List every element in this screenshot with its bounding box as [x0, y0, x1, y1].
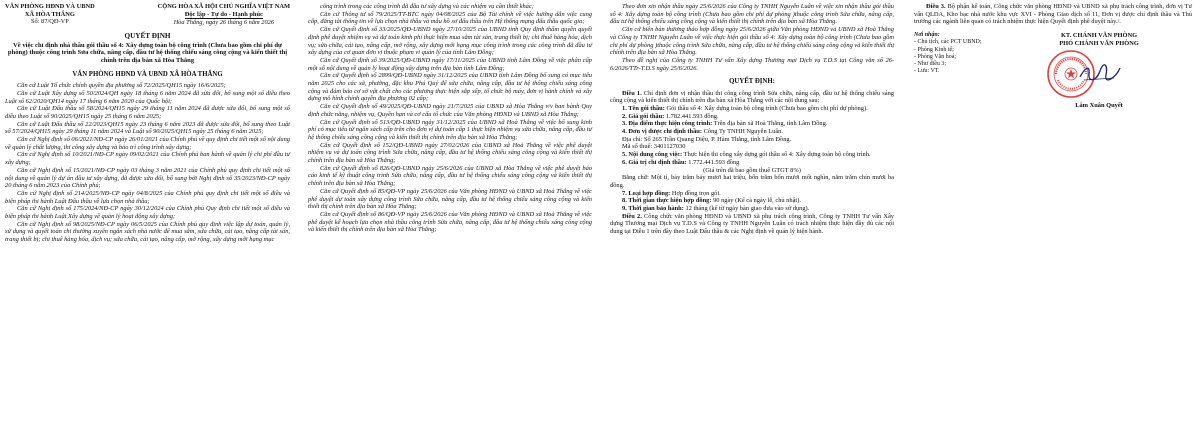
- item-6-label: 6. Giá trị chỉ định thầu:: [622, 158, 687, 166]
- document-title: QUYẾT ĐỊNH: [124, 32, 171, 41]
- document-page-2: [302, 0, 598, 444]
- paragraph: Theo đơn xin nhận thầu ngày 25/6/2026 của Công ty TNHH Nguyễn Luân về việc xin nhận thầu gói thầu số 4: Xây dựng toàn bộ công trình (Chưa bao gồm chi phí dự phòng )thuộc công trình Sửa chữa, nâng cấp, đầu tư hệ thống chiếu sáng công cộng và kiến thiết thị chính trên địa bàn xã Hòa Thắng.: [610, 3, 894, 26]
- paragraph: Căn cứ Quyết định số 2899/QĐ-UBND ngày 31/12/2025 của UBND tỉnh Lâm Đồng bổ sung có mục tiêu năm 2025 cho các xã, phường, đặc khu Phú Quý để sửa chữa, nâng cấp, đầu tư hệ thống chiếu sáng công cộng và đảm bảo cơ sở vật chất cho các phương thực hiện sắp xếp, tổ chức bộ máy, đơn vị hành chính và xây dựng mô hình chính quyền địa phương 02 cấp;: [308, 72, 592, 103]
- recipients-list: [914, 39, 1024, 75]
- paragraph: Căn cứ Nghị định số 175/2024/NĐ-CP ngày 30/12/2024 của Chính phủ Quy định chi tiết một số điều và biện pháp thi hành Luật Xây dựng về quản lý hoạt động xây dựng;: [5, 205, 290, 221]
- item-label: 1. Tên gói thầu:: [622, 104, 665, 112]
- article-1-item-8: [610, 197, 894, 205]
- recipient-item: - Như điều 3;: [914, 60, 947, 67]
- paragraph: Căn cứ Quyết định số 513/QĐ-UBND ngày 31/12/2025 của UBND xã Hoà Thắng về việc bổ sung kinh phí có mục tiêu từ ngân sách cấp trên cho đơn vị dự toán cấp 1 thực hiện nhiệm vụ sửa chữa, nâng cấp, đầu tư hệ thống chiếu sáng công cộng và kiến thiết thị chính trên địa bàn xã Hòa Thắng;: [308, 118, 592, 141]
- agency-name-line1: VĂN PHÒNG HĐND VÀ UBND: [5, 3, 95, 10]
- article-1: [610, 90, 894, 105]
- paragraph: Căn cứ Quyết định số 85/QĐ-VP ngày 25/6/2026 của Văn phòng HĐND và UBND xã Hoà Thắng về việc phê duyệt dự toán xây dựng công trình Sửa chữa, nâng cấp, đầu tư hệ thống chiếu sáng công cộng và kiến thiết thị chính trên địa bàn xã Hòa Thắng;: [308, 187, 592, 211]
- article-1-items: [610, 105, 894, 136]
- paragraph: Căn cứ Luật Đấu thầu số 22/2023/QH15 ngày 23 tháng 6 năm 2023 đã được sửa đổi, bổ sung theo Luật số 57/2024/QH15 ngày 29 tháng 11 năm 2024 và Luật số 90/2025/QH15 ngày 25 tháng 6 năm 2025;: [5, 120, 290, 136]
- item-value: Gói thầu số 4: Xây dựng toàn bộ công trình (Chưa bao gồm chi phí dự phòng).: [666, 104, 868, 112]
- item-label: 3. Địa điểm thực hiện công trình:: [622, 120, 713, 128]
- document-page-4: [906, 0, 1200, 444]
- paragraph: Căn cứ Luật Xây dựng số 50/2024/QH ngày 18 tháng 6 năm 2024 đã sửa đổi, bổ sung một số điều theo Luật số 62/2020/QH14 ngày 17 tháng 6 năm 2020 của Quốc hội;: [5, 89, 290, 105]
- signer-role-1: KT. CHÁNH VĂN PHÒNG: [1060, 32, 1138, 40]
- paragraph: Căn cứ Nghị định số 214/2025/NĐ-CP ngày 04/8/2025 của Chính phủ quy định chi tiết một số điều và biện pháp thi hành Luật Đấu thầu về lựa chọn nhà thầu;: [5, 189, 290, 205]
- legal-basis-list: [5, 82, 290, 244]
- article-1-item-5: [610, 151, 894, 159]
- item-label: 4. Đơn vị được chỉ định thầu:: [622, 128, 702, 136]
- item-7-value: Hợp đồng trọn gói.: [671, 189, 721, 197]
- paragraph: Căn cứ Quyết định số 39/2025/QĐ-UBND ngày 17/11/2025 của UBND tỉnh Lâm Đồng về việc phân cấp một số nội dung về quản lý hoạt động xây dựng trên địa bàn tỉnh Lâm Đồng;: [308, 56, 592, 72]
- issuing-authority: VĂN PHÒNG HĐND VÀ UBND XÃ HÒA THẮNG: [72, 70, 223, 78]
- article-1-item: [610, 113, 894, 121]
- recipient-item: - Phòng Văn hoá;: [914, 53, 957, 60]
- proposal-paragraphs: [610, 3, 894, 72]
- paragraph: Căn cứ Luật Tổ chức chính quyền địa phương số 72/2025/QH15 ngày 16/6/2025;: [17, 82, 226, 90]
- paragraph: Căn cứ Nghị định số 10/2021/NĐ-CP ngày 09/02/2021 của Chính phủ ban hành về quản lý chi phí đầu tư xây dựng;: [5, 151, 290, 167]
- article-1-item-9: [610, 205, 894, 213]
- paragraph: công trình trong các công trình đã đầu tư xây dựng và các nhiệm vụ cần thiết khác;: [320, 3, 534, 10]
- item-9-value: 12 tháng (kể từ ngày bàn giao đưa vào sử dụng).: [685, 205, 810, 213]
- paragraph: Căn cứ Quyết định số 49/2025/QĐ-UBND ngày 21/7/2025 của UBND xã Hòa Thắng v/v ban hành Quy định chức năng, nhiệm vụ, Quyền hạn và cơ cấu tổ chức của Văn phòng HĐND và UBND xã Hòa Thắng;: [308, 103, 592, 118]
- document-page-3: [604, 0, 900, 444]
- vat-note: (Giá trên đã bao gồm thuế GTGT 8%): [703, 166, 801, 174]
- item-label: 2. Giá gói thầu:: [622, 112, 665, 120]
- paragraph: Theo đề nghị của Công ty TNHH Tư vấn Xây dựng Thương mại Dịch vụ T.D.S tại Công văn số 26-6/2026/TTr-T.D.S ngày 25/6/2026.: [610, 56, 894, 72]
- article-1-item: [610, 105, 894, 113]
- item-5-value: Thực hiện thi công xây dựng gói thầu số 4: Xây dựng toàn bộ công trình.: [683, 151, 871, 159]
- item-8-value: 90 ngày (Kể cả ngày lễ, chủ nhật).: [713, 197, 801, 205]
- place-and-date: Hòa Thắng, ngày 26 tháng 6 năm 2026: [173, 19, 275, 27]
- recipient-item: - Phòng Kinh tế;: [914, 46, 954, 53]
- handwritten-signature-icon: [1078, 62, 1122, 84]
- item-value: Công Ty TNHH Nguyễn Luân.: [703, 128, 783, 136]
- national-heading: [158, 3, 290, 27]
- article-2: [610, 213, 894, 236]
- document-header: [5, 3, 290, 27]
- recipient-item: - Lưu: VT.: [914, 68, 940, 75]
- document-number: Số: 87/QĐ-VP: [30, 18, 69, 26]
- paragraph: Căn cứ Nghị định số 98/2025/NĐ-CP ngày 06/5/2025 của Chính phủ quy định việc lập dự toán, quản lý, sử dụng và quyết toán chi thường xuyên ngân sách nhà nước để mua sắm, sửa chữa, cải tạo, nâng cấp tài sản, trang thiết bị; chi thuê hàng hóa, dịch vụ; sửa chữa, cải tạo, nâng cấp, mở rộng, xây dựng mới hạng mục: [5, 220, 290, 244]
- article-2-text: Công chức văn phòng HĐND và UBND xã phụ trách công trình, Công ty TNHH Tư vấn Xây dựng Thương mại Dịch vụ T.D.S và Công ty TNHH Nguyễn Luân có trách nhiệm thực hiện đầy đủ các nội dung tại Điều 1 trên đây theo Luật Đấu thầu & các Nghị định về quản lý hiện hành.: [610, 212, 894, 236]
- signer-name: Lâm Xuân Quyết: [1075, 102, 1123, 110]
- article-1-item: [610, 128, 894, 136]
- document-subject: Về việc chỉ định nhà thầu gói thầu số 4: Xây dựng toàn bộ công trình (Chưa bao gồm chi phí dự phòng) thuộc công trình Sửa chữa, nâng cấp, đầu tư hệ thống chiếu sáng công cộng và kiến thiết thị chính trên địa bàn xã Hòa Thắng: [7, 41, 288, 65]
- document-page-1: [0, 0, 296, 444]
- paragraph: Căn cứ Thông tư số 79/2025/TT-BTC ngày 04/08/2025 của Bộ Tài chính về việc hướng dẫn việc cung cấp, đăng tải thông tin về lựa chọn nhà thầu và mẫu hồ sơ đấu thầu trên Hệ thống mạng đấu thầu quốc gia;: [308, 10, 592, 26]
- recipients-title: Nơi nhận:: [914, 32, 940, 39]
- contractor-address: Địa chỉ: Số 265 Trần Quang Diệu, P. Hàm Thắng, tỉnh Lâm Đồng.: [622, 135, 792, 143]
- contractor-tax-code: Mã số thuế: 3401127030: [622, 143, 686, 151]
- item-value: Trên địa bàn xã Hoà Thắng, tỉnh Lâm Đồng.: [713, 120, 828, 128]
- article-2-label: Điều 2.: [622, 212, 642, 220]
- article-1-item: [610, 120, 894, 128]
- paragraph: Căn cứ Quyết định số 152/QĐ-UBND ngày 27/02/2026 của UBND xã Hoà Thắng về việc phê duyệt nhiệm vụ và dự toán công trình Sửa chữa, nâng cấp, đầu tư hệ thống chiếu sáng công cộng và kiến thiết thị chính trên địa bàn xã Hòa Thắng;: [308, 141, 592, 165]
- article-1-item-6: [610, 159, 894, 167]
- paragraph: Căn cứ Quyết định số 86/QĐ-VP ngày 25/6/2026 của Văn phòng HĐND và UBND xã Hoà Thắng về việc phê duyệt kế hoạch lựa chọn nhà thầu công trình Sửa chữa, nâng cấp, đầu tư hệ thống chiếu sáng công cộng và kiến thiết thị chính trên địa bàn xã Hòa Thắng;: [308, 210, 592, 234]
- article-1-text: Chỉ định đơn vị nhận thầu thi công công trình Sửa chữa, nâng cấp, đầu tư hệ thống chiếu sáng công cộng và kiến thiết thị chính trên địa bàn xã Hòa Thắng với các nội dung sau:: [610, 89, 894, 105]
- national-motto: Độc lập - Tự do - Hạnh phúc: [184, 10, 263, 18]
- signature-block: [914, 32, 1192, 152]
- agency-name-line2: XÃ HÒA THẮNG: [24, 10, 75, 18]
- recipients-block: [914, 32, 1024, 75]
- article-3-label: Điều 3.: [926, 3, 946, 10]
- recipient-item: - Chủ tịch, các PCT UBND;: [914, 39, 982, 46]
- nation-name: CỘNG HÒA XÃ HỘI CHỦ NGHĨA VIỆT NAM: [157, 3, 290, 10]
- item-6-value: 1.772.441.593 đồng: [688, 158, 740, 166]
- item-value: 1.782.441.593 đồng.: [665, 112, 719, 120]
- article-3: [914, 3, 1192, 26]
- paragraph: Căn cứ biên bản thương thảo hợp đồng ngày 25/6/2026 giữa Văn phòng HĐND và UBND xã Hoà Thắng và Công ty TNHH Nguyễn Luân về việc thực hiện gói thầu số 4: Xây dựng toàn bộ công trình (Chưa bao gồm chi phí dự phòng )thuộc công trình Sửa chữa, nâng cấp, đầu tư hệ thống chiếu sáng công cộng và kiến thiết thị chính trên địa bàn xã Hòa Thắng.: [610, 26, 894, 57]
- amount-in-words: Bằng chữ: Một tỉ, bảy trăm bảy mươi hai triệu, bốn trăm bốn mươi mốt nghìn, năm trăm chín mươi ba đồng.: [610, 174, 894, 189]
- item-9-label: 9. Thời gian bảo hành:: [622, 205, 684, 213]
- paragraph: Căn cứ Nghị định số 06/2021/NĐ-CP ngày 26/01/2021 của Chính phủ về quy định chi tiết một số nội dung về quản lý chất lượng, thi công xây dựng và bảo trì công trình xây dựng;: [5, 136, 291, 151]
- item-7-label: 7. Loại hợp đồng:: [622, 189, 671, 197]
- paragraph: Căn cứ Quyết định số 826/QĐ-UBND ngày 25/6/2026 của UBND xã Hòa Thắng về việc phê duyệt báo cáo kinh tế kỹ thuật công trình Sửa chữa, nâng cấp, đầu tư hệ thống chiếu sáng công cộng và kiến thiết thị chính trên địa bàn xã Hòa Thắng;: [308, 164, 592, 188]
- legal-basis-list-continued: [308, 3, 592, 234]
- issuing-agency: [5, 3, 95, 27]
- signer-block: [1024, 32, 1174, 110]
- item-8-label: 8. Thời gian thực hiện hợp đồng:: [622, 197, 712, 205]
- paragraph: Căn cứ Luật Đấu thầu số 58/2024/QH15 ngày 29 tháng 11 năm 2024 đã được sửa đổi, bổ sung một số điều theo Luật số 90/2025/QH15 ngày 25 tháng 6 năm 2025;: [5, 105, 290, 120]
- article-1-label: Điều 1.: [622, 89, 642, 97]
- signer-role-2: PHÓ CHÁNH VĂN PHÒNG: [1059, 39, 1139, 47]
- paragraph: Căn cứ Quyết định số 33/2025/QĐ-UBND ngày 27/10/2025 của UBND tỉnh Quy định thẩm quyền quyết định phê duyệt nhiệm vụ và dự toán kinh phí thực hiện mua sắm tài sản, trang thiết bị; chi thuê hàng hóa, dịch vụ; sửa chữa, cải tạo, nâng cấp, mở rộng, xây dựng mới hạng mục công trình trong các công trình đã đầu tư xây dựng của cơ quan đơn vị thuộc phạm vi quản lý của tỉnh Lâm Đồng;: [308, 26, 592, 57]
- item-5-label: 5. Nội dung công việc:: [622, 151, 683, 159]
- article-1-item-7: [610, 190, 894, 198]
- article-3-text: Bộ phận kế toán, Công chức văn phòng HĐND và UBND xã phụ trách công trình, đơn vị Tư vấn QLDA, Kho bạc nhà nước khu vực XVI - Phòng Giao dịch số 11, Đơn vị được chỉ định thầu và Thủ trưởng các ngành liên quan có trách nhiệm thực hiện Quyết định phê duyệt này./.: [914, 3, 1192, 26]
- decision-heading: QUYẾT ĐỊNH:: [729, 78, 775, 86]
- paragraph: Căn cứ Nghị định số 15/2021/NĐ-CP ngày 03 tháng 3 năm 2021 của Chính phủ quy định chi tiết một số nội dung về quản lý dự án đầu tư xây dựng, đã được sửa đổi, bổ sung bởi Nghị định số 35/2023/NĐ-CP ngày 20 tháng 6 năm 2023 của Chính phủ;: [5, 166, 290, 190]
